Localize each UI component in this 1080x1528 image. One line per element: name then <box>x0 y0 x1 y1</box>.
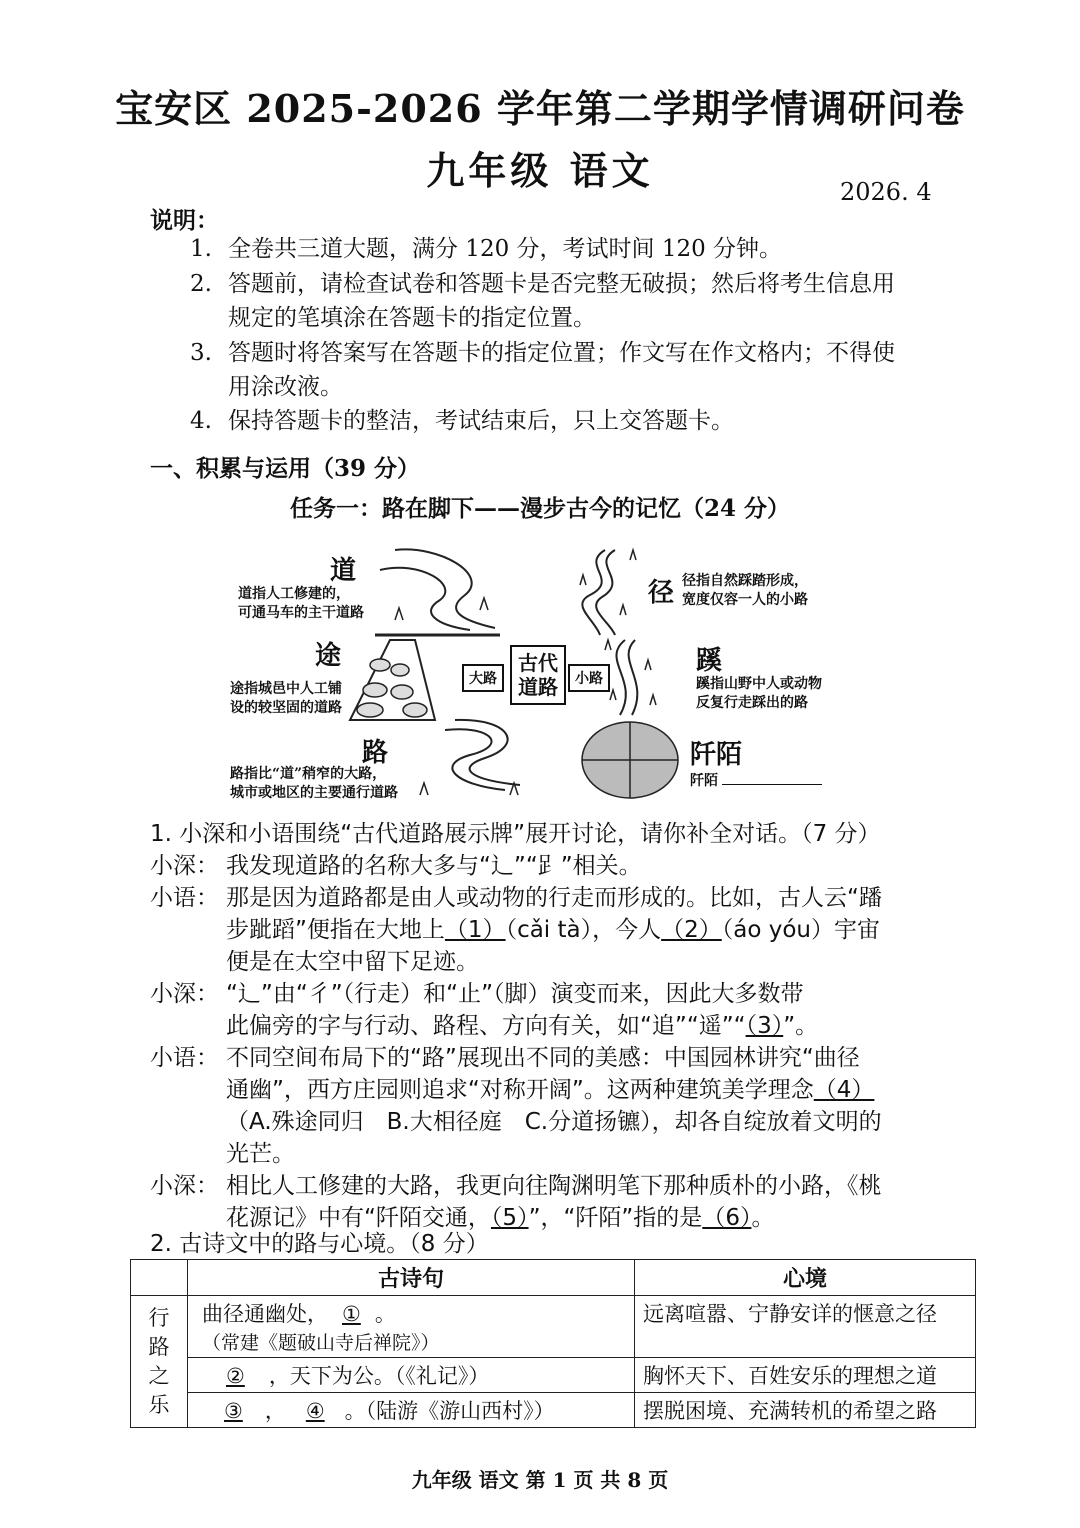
blank-2: （2） <box>661 917 722 943</box>
table-row <box>131 1296 976 1358</box>
jing-char: 径 <box>648 578 675 608</box>
q1-heading: 1. 小深和小语围绕“古代道路展示牌”展开讨论，请你补全对话。（7 分） <box>150 821 881 847</box>
poem-cell <box>188 1358 635 1393</box>
instruction-item <box>190 404 950 438</box>
qianmo-desc-label: 阡陌 <box>690 773 718 789</box>
xi-desc-line: 反复行走踩出的路 <box>696 695 808 711</box>
speaker: 小深： <box>150 981 219 1007</box>
blank-circle-1: ① <box>342 1302 361 1326</box>
dao-char: 道 <box>330 556 357 586</box>
mood-cell: 远离喧嚣、宁静安详的惬意之径 <box>635 1296 976 1358</box>
q2-heading: 2. 古诗文中的路与心境。（8 分） <box>150 1231 489 1257</box>
poem-text: 曲径通幽处， <box>202 1302 328 1326</box>
instruction-text: 答题时将答案写在答题卡的指定位置；作文写在作文格内；不得使 <box>228 340 895 366</box>
poem-text: 。 <box>374 1302 396 1326</box>
dialogue-text: 花源记》中有“阡陌交通， <box>226 1205 491 1231</box>
page-title: 宝安区 2025-2026 学年第二学期学情调研问卷 <box>115 86 965 131</box>
dao-desc <box>238 585 364 623</box>
page-footer: 九年级 语文 第 1 页 共 8 页 <box>411 1468 669 1492</box>
jing-desc <box>682 572 808 610</box>
poem-table <box>130 1259 976 1428</box>
col-header-mood: 心境 <box>635 1260 976 1296</box>
dao-road-illustration <box>375 549 500 635</box>
instruction-text: 全卷共三道大题，满分 120 分，考试时间 120 分钟。 <box>228 236 783 262</box>
xi-desc <box>696 675 822 713</box>
dialogue-text: 步跐蹈”便指在大地上 <box>226 917 445 943</box>
section-heading: 一、积累与运用（39 分） <box>150 455 421 482</box>
tu-desc-line: 设的较坚固的道路 <box>230 700 342 716</box>
dialogue-line <box>150 882 962 978</box>
dialogue-text: （A.殊途同归 B.大相径庭 C.分道扬镳），却各自绽放着文明的 <box>226 1109 882 1135</box>
instruction-item <box>190 267 950 335</box>
lu-desc <box>230 765 398 803</box>
side-label <box>131 1296 188 1428</box>
col-header-poem: 古诗句 <box>188 1260 635 1296</box>
dialogue-text: 相比人工修建的大路，我更向往陶渊明笔下那种质朴的小路，《桃 <box>226 1173 882 1199</box>
qianmo-desc <box>690 772 822 791</box>
instruction-num: 1. <box>190 236 212 262</box>
speaker: 小深： <box>150 1173 219 1199</box>
dao-desc-line: 可通马车的主干道路 <box>238 605 364 621</box>
poem-text: ， <box>264 1399 286 1423</box>
jing-desc-line: 宽度仅容一人的小路 <box>682 592 808 608</box>
tu-desc <box>230 680 342 718</box>
table-header-row <box>131 1260 976 1296</box>
task-heading: 任务一：路在脚下——漫步古今的记忆（24 分） <box>289 495 790 522</box>
mood-cell: 摆脱困境、充满转机的希望之路 <box>635 1393 976 1428</box>
road-diagram <box>220 540 860 805</box>
blank-circle-3: ③ <box>224 1399 243 1423</box>
lu-desc-line: 路指比“道”稍窄的大路， <box>230 766 387 782</box>
dialogue-text: （cǎi tà），今人 <box>505 917 662 943</box>
blank-4: （4） <box>813 1077 875 1103</box>
dialogue-text: 我发现道路的名称大多与“辶”“𧾷”相关。 <box>226 853 642 879</box>
dialogue-line <box>150 1042 962 1170</box>
side-char: 行 <box>148 1305 170 1330</box>
mood-cell: 胸怀天下、百姓安乐的理想之道 <box>635 1358 976 1393</box>
center-label <box>510 645 566 705</box>
side-char: 乐 <box>148 1392 170 1417</box>
jing-path-illustration <box>580 550 636 635</box>
poem-cell <box>188 1393 635 1428</box>
blank-6: （6） <box>702 1205 752 1231</box>
dialogue-line <box>150 850 962 882</box>
side-char: 路 <box>148 1334 170 1359</box>
instructions-heading: 说明： <box>150 207 219 234</box>
small-road-label: 小路 <box>568 664 610 692</box>
speaker: 小语： <box>150 1045 219 1071</box>
instruction-item <box>190 336 950 404</box>
lu-char: 路 <box>362 738 389 768</box>
poem-cell <box>188 1296 635 1358</box>
dialogue-text: 不同空间布局下的“路”展现出不同的美感：中国园林讲究“曲径 <box>226 1045 860 1071</box>
instruction-text: 保持答题卡的整洁，考试结束后，只上交答题卡。 <box>228 408 734 434</box>
xi-desc-line: 蹊指山野中人或动物 <box>696 676 822 692</box>
qianmo-fields-illustration <box>582 722 678 798</box>
instruction-item <box>190 232 950 266</box>
xi-trail-illustration <box>605 640 656 715</box>
table-row <box>131 1358 976 1393</box>
dialogue-text: “辶”由“彳”（行走）和“止”（脚）演变而来，因此大多数带 <box>226 981 804 1007</box>
instruction-text: 规定的笔填涂在答题卡的指定位置。 <box>228 305 596 331</box>
qianmo-char: 阡陌 <box>690 740 743 770</box>
exam-date: 2026. 4 <box>840 178 932 206</box>
instruction-num: 4. <box>190 408 212 434</box>
poem-ref: （常建《题破山寺后禅院》） <box>202 1332 440 1354</box>
table-corner <box>131 1260 188 1296</box>
dialogue-text: 便是在太空中留下足迹。 <box>226 949 479 975</box>
page-subtitle: 九年级 语文 <box>426 148 654 193</box>
speaker: 小深： <box>150 853 219 879</box>
big-road-label: 大路 <box>462 664 504 692</box>
xi-char: 蹊 <box>696 646 723 676</box>
dialogue-text: 那是因为道路都是由人或动物的行走而形成的。比如，古人云“蹯 <box>226 885 882 911</box>
tu-paved-illustration <box>350 640 435 720</box>
dialogue-text: 此偏旁的字与行动、路程、方向有关，如“追”“遥”“ <box>226 1013 746 1039</box>
dialogue-text: 通幽”，西方庄园则追求“对称开阔”。这两种建筑美学理念 <box>226 1077 814 1103</box>
tu-char: 途 <box>315 641 342 671</box>
blank-3: （3） <box>745 1013 784 1039</box>
dialogue-text: ”。 <box>783 1013 819 1039</box>
poem-text: 。（陆游《游山西村》） <box>344 1399 555 1423</box>
blank-5: （5） <box>490 1205 529 1231</box>
instruction-text: 用涂改液。 <box>228 374 343 400</box>
dialogue-text: （áo yóu）宇宙 <box>721 917 881 943</box>
blank-circle-2: ② <box>226 1364 245 1388</box>
tu-desc-line: 途指城邑中人工铺 <box>230 681 342 697</box>
side-char: 之 <box>148 1363 170 1388</box>
qianmo-answer-blank <box>722 784 822 785</box>
dialogue-line <box>150 978 962 1042</box>
speaker: 小语： <box>150 885 219 911</box>
dialogue-text: 。 <box>751 1205 775 1231</box>
center-label-line: 道路 <box>518 675 558 699</box>
dialogue-text: 光芒。 <box>226 1141 295 1167</box>
dialogue-line <box>150 1170 962 1234</box>
dao-desc-line: 道指人工修建的， <box>238 586 350 602</box>
table-row <box>131 1393 976 1428</box>
instruction-num: 2. <box>190 271 212 297</box>
lu-desc-line: 城市或地区的主要通行道路 <box>230 785 398 801</box>
center-label-line: 古代 <box>518 651 558 675</box>
poem-text: ，天下为公。（《礼记》） <box>268 1364 490 1388</box>
instruction-text: 答题前，请检查试卷和答题卡是否完整无破损；然后将考生信息用 <box>228 271 895 297</box>
blank-1: （1） <box>444 917 506 943</box>
lu-road-illustration <box>420 720 520 795</box>
instruction-num: 3. <box>190 340 212 366</box>
jing-desc-line: 径指自然踩踏形成， <box>682 573 808 589</box>
dialogue-text: ”，“阡陌”指的是 <box>528 1205 703 1231</box>
blank-circle-4: ④ <box>305 1399 325 1423</box>
